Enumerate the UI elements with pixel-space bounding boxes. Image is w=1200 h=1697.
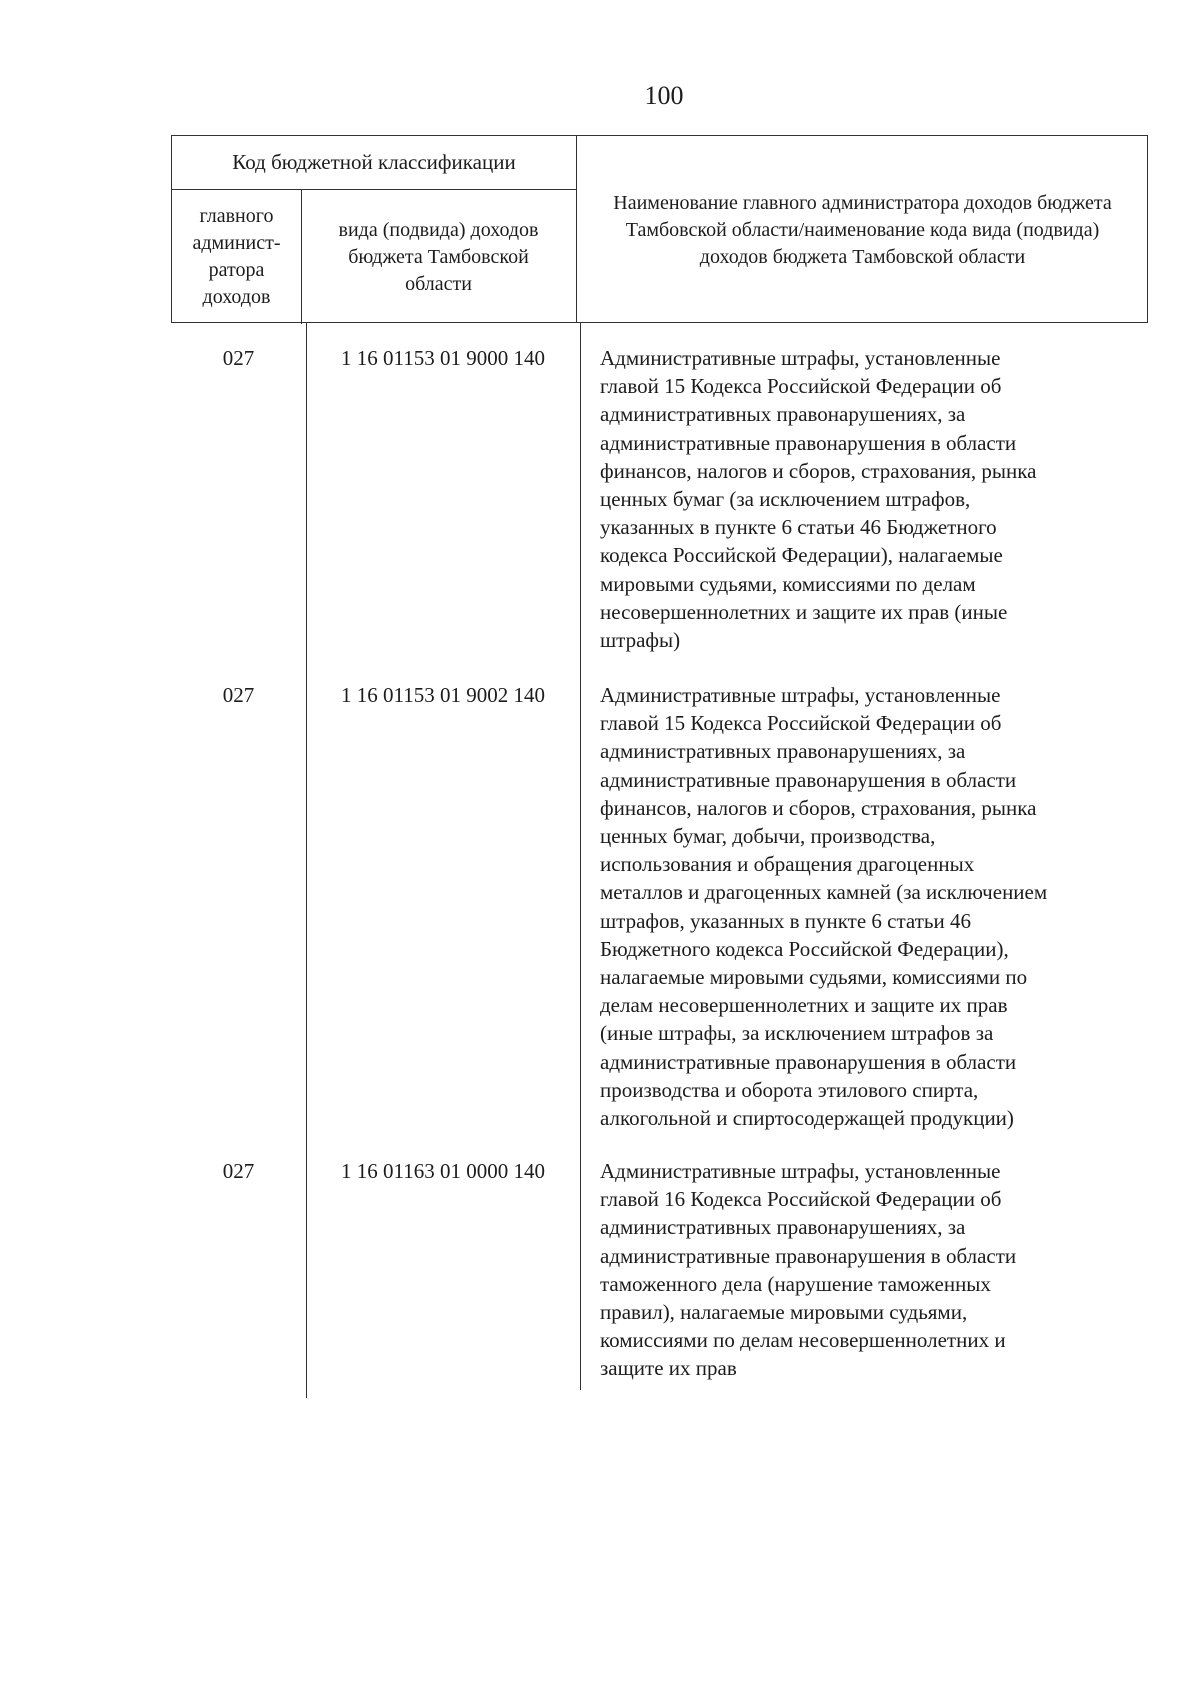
name-line: административные правонарушения в области [600,1049,1017,1074]
name-line: административных правонарушениях, за [600,402,966,427]
name-line: главой 16 Кодекса Российской Федерации об [600,1187,1002,1212]
name-line: Административные штрафы, установленные [600,346,1001,370]
name-line: (иные штрафы, за исключением штрафов за [600,1021,994,1046]
income-name-cell [600,681,1140,1132]
income-code-cell: 1 16 01163 01 0000 140 [341,1159,545,1183]
header-income-kind [301,190,576,324]
name-line: комиссиями по делам несовершеннолетних и [600,1328,1006,1353]
name-line: алкогольной и спиртосодержащей продукции) [600,1106,1014,1131]
page-number: 100 [644,81,684,110]
name-line: административных правонарушениях, за [600,739,966,764]
name-line: металлов и драгоценных камней (за исключением [600,880,1048,905]
name-line: ценных бумаг, добычи, производства, [600,824,936,849]
name-line: административные правонарушения в области [600,767,1017,792]
column-divider-codes [306,323,307,1398]
name-line: защите их прав [600,1356,737,1381]
name-line: штрафов, указанных в пункте 6 статьи 46 [600,908,971,933]
income-code-cell: 1 16 01153 01 9002 140 [341,683,545,707]
income-name-cell [600,1157,1140,1383]
name-line: финансов, налогов и сборов, страхования, рынка [600,458,1037,483]
name-line: мировыми судьями, комиссиями по делам [600,571,976,596]
income-name-cell [600,344,1140,654]
name-line: таможенного дела (нарушение таможенных [600,1271,991,1296]
header-income-kind-label: вида (подвида) доходов бюджета Тамбовской области [338,218,539,295]
name-line: административных правонарушениях, за [600,1215,966,1240]
name-line: финансов, налогов и сборов, страхования, рынка [600,795,1037,820]
name-line: ценных бумаг (за исключением штрафов, [600,487,971,512]
table-header [171,135,1148,323]
admin-code-cell: 027 [222,1159,255,1183]
name-line: налагаемые мировыми судьями, комиссиями по [600,965,1028,990]
header-budget-classification-code: Код бюджетной классификации [172,136,576,190]
column-divider-name [580,323,581,1390]
name-line: правил), налагаемые мировыми судьями, [600,1300,968,1325]
name-line: несовершеннолетних и защите их прав (иные [600,599,1008,624]
header-chief-administrator-label: главного админист-ратора доходов [192,205,281,308]
income-code-cell: 1 16 01153 01 9000 140 [341,346,545,370]
name-line: Бюджетного кодекса Российской Федерации), [600,936,1009,961]
header-administrator-name: Наименование главного администратора доходов бюджета Тамбовской области/наименование кода вида (подвида) доходов бюджета Тамбовской области [613,191,1112,268]
name-line: штрафы) [600,628,681,653]
name-line: использования и обращения драгоценных [600,852,975,877]
name-line: главой 15 Кодекса Российской Федерации об [600,374,1002,399]
name-line: Административные штрафы, установленные [600,1159,1001,1183]
name-line: административные правонарушения в области [600,430,1017,455]
name-line: Административные штрафы, установленные [600,683,1001,707]
name-line: производства и оборота этилового спирта, [600,1077,979,1102]
admin-code-cell: 027 [222,346,255,370]
name-line: административные правонарушения в области [600,1243,1017,1268]
name-line: кодекса Российской Федерации), налагаемые [600,543,1003,568]
header-chief-administrator [172,190,301,324]
name-line: указанных в пункте 6 статьи 46 Бюджетного [600,515,997,540]
admin-code-cell: 027 [222,683,255,707]
name-line: делам несовершеннолетних и защите их прав [600,993,1008,1018]
name-line: главой 15 Кодекса Российской Федерации об [600,711,1002,736]
